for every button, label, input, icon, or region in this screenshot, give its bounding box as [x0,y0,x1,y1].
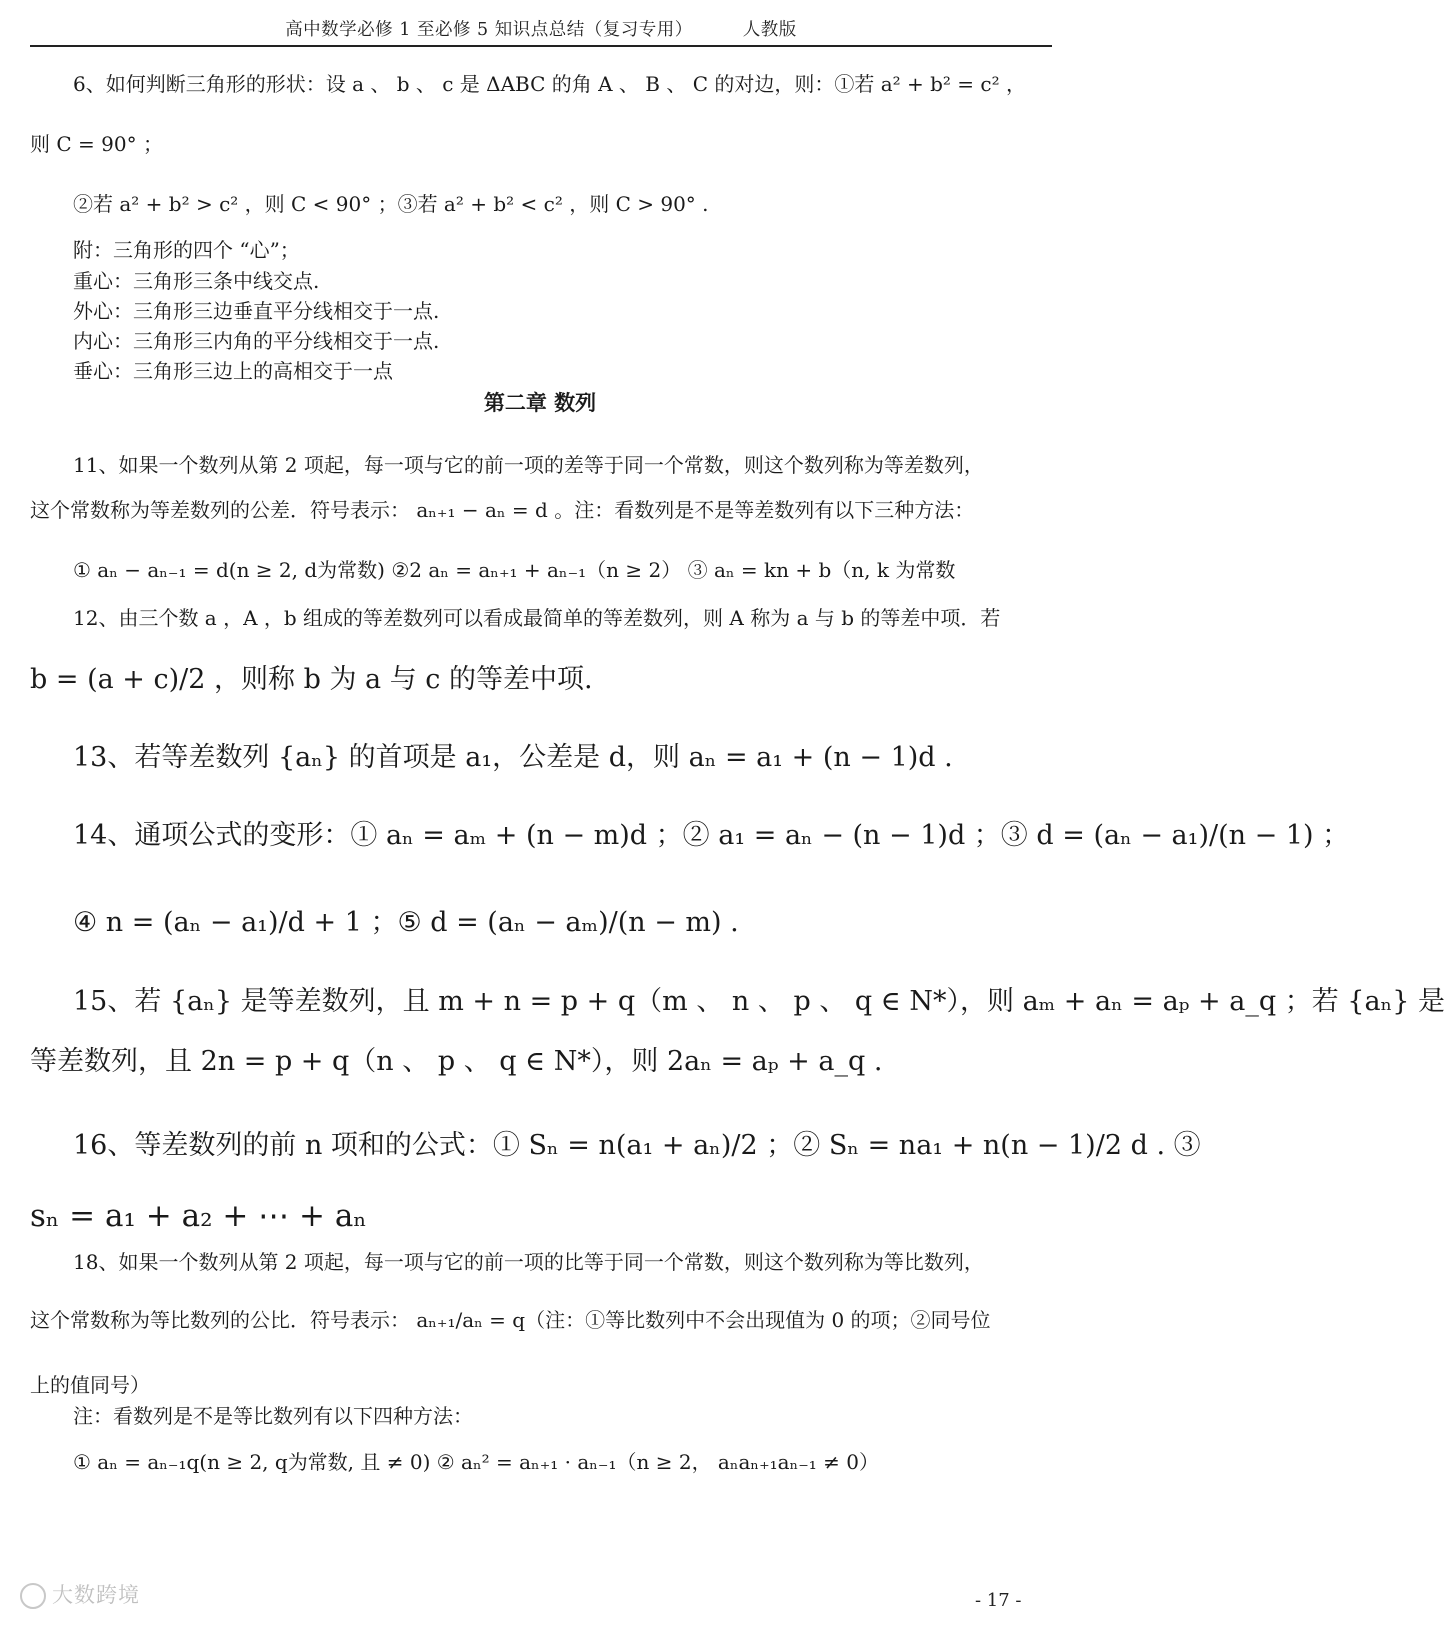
item-18-methods: ① aₙ = aₙ₋₁q(n ≥ 2, q为常数, 且 ≠ 0) ② aₙ² = aₙ₊₁ · aₙ₋₁（n ≥ 2， aₙaₙ₊₁aₙ₋₁ ≠ 0） [73,1450,879,1474]
watermark-logo [20,1579,140,1609]
item-11-methods: ① aₙ − aₙ₋₁ = d(n ≥ 2, d为常数) ②2 aₙ = aₙ₊₁ + aₙ₋₁（n ≥ 2） ③ aₙ = kn + b（n, k 为常数 [73,558,956,582]
circumcenter-definition: 外心：三角形三边垂直平分线相交于一点. [73,299,440,323]
item-13: 13、若等差数列 {aₙ} 的首项是 a₁，公差是 d，则 aₙ = a₁ + (n − 1)d . [73,742,953,773]
item-11-line-1: 11、如果一个数列从第 2 项起，每一项与它的前一项的差等于同一个常数，则这个数列称为等差数列， [73,453,984,477]
item-18-line-1: 18、如果一个数列从第 2 项起，每一项与它的前一项的比等于同一个常数，则这个数列称为等比数列， [73,1250,984,1274]
item-11-line-2: 这个常数称为等差数列的公差．符号表示： aₙ₊₁ − aₙ = d 。注：看数列是不是等差数列有以下三种方法： [30,498,975,522]
item-6-line-1: 6、如何判断三角形的形状：设 a 、 b 、 c 是 ΔABC 的角 A 、 B 、 C 的对边，则：①若 a² + b² = c² ， [73,72,1026,96]
item-16-line-1: 16、等差数列的前 n 项和的公式：① Sₙ = n(a₁ + aₙ)/2 ；② Sₙ = na₁ + n(n − 1)/2 d . ③ [73,1130,1201,1161]
item-14-line-1: 14、通项公式的变形：① aₙ = aₘ + (n − m)d ；② a₁ = aₙ − (n − 1)d ；③ d = (aₙ − a₁)/(n − 1) ； [73,820,1350,851]
item-16-line-2: sₙ = a₁ + a₂ + ⋯ + aₙ [30,1198,367,1234]
incenter-definition: 内心：三角形三内角的平分线相交于一点. [73,329,440,353]
item-15-line-1: 15、若 {aₙ} 是等差数列，且 m + n = p + q（m 、 n 、 p 、 q ∈ N*），则 aₘ + aₙ = aₚ + a_q ；若 {aₙ} 是 [73,986,1445,1017]
item-18-line-3: 上的值同号） [30,1373,150,1397]
item-14-line-2: ④ n = (aₙ − a₁)/d + 1 ；⑤ d = (aₙ − aₘ)/(n − m) . [73,907,739,938]
item-15-line-2: 等差数列，且 2n = p + q（n 、 p 、 q ∈ N*），则 2aₙ = aₚ + a_q . [30,1046,883,1077]
page-number: - 17 - [975,1590,1022,1611]
item-12-line-1: 12、由三个数 a ，A ，b 组成的等差数列可以看成最简单的等差数列，则 A 称为 a 与 b 的等差中项．若 [73,606,1001,630]
header-divider [30,45,1052,47]
item-12-line-2: b = (a + c)/2 ，则称 b 为 a 与 c 的等差中项. [30,664,593,695]
centroid-definition: 重心：三角形三条中线交点. [73,269,320,293]
item-6-line-3: ②若 a² + b² > c² ，则 C < 90° ；③若 a² + b² < c² ，则 C > 90° . [73,192,709,216]
chapter-title: 第二章 数列 [483,390,597,415]
header-title: 高中数学必修 1 至必修 5 知识点总结（复习专用） [285,20,693,40]
watermark-text: 大数跨境 [52,1583,140,1607]
item-18-line-2: 这个常数称为等比数列的公比．符号表示： aₙ₊₁/aₙ = q（注：①等比数列中不会出现值为 0 的项；②同号位 [30,1308,991,1332]
item-6-line-2: 则 C = 90° ； [30,132,163,156]
orthocenter-definition: 垂心：三角形三边上的高相交于一点 [73,359,393,383]
appendix-title: 附：三角形的四个 “心”； [73,238,300,262]
page-header [30,16,1052,41]
header-edition: 人教版 [742,20,797,40]
watermark-icon [20,1583,46,1609]
item-18-note: 注：看数列是不是等比数列有以下四种方法： [73,1404,473,1428]
